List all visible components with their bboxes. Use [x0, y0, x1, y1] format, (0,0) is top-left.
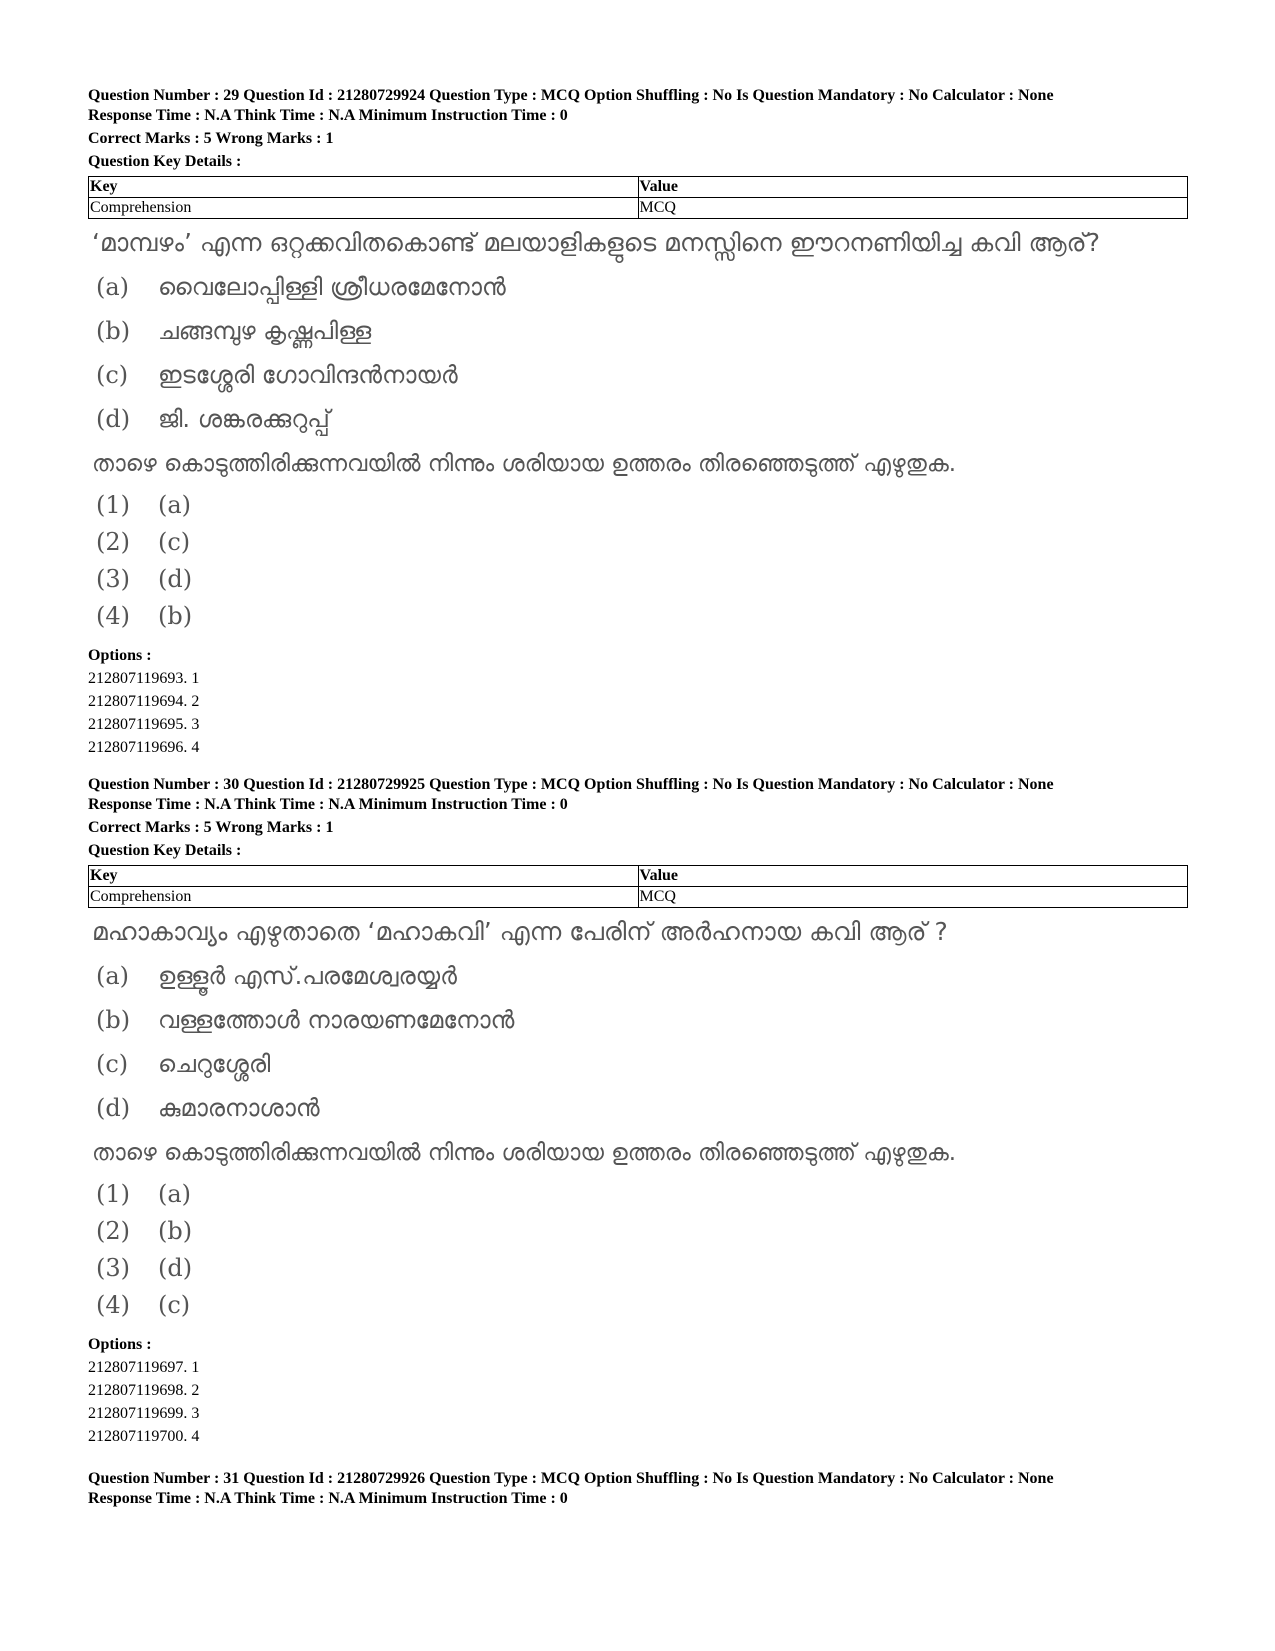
question-block-29 [88, 86, 1188, 759]
choice-d [96, 397, 1188, 441]
answer-map-row [96, 1213, 1188, 1250]
option-item: 212807119695. 3 [88, 716, 200, 733]
question-block-31 [88, 1469, 1188, 1509]
question-meta-line1: Question Number : 29 Question Id : 21280729924 Question Type : MCQ Option Shuffling : No Is Question Mandatory : No Calculator : None [88, 87, 1054, 104]
choice-b [96, 998, 1188, 1042]
option-item: 212807119698. 2 [88, 1382, 200, 1399]
choice-c [96, 1042, 1188, 1086]
value-header: Value [638, 177, 1188, 198]
answer-number: (3) [96, 565, 130, 593]
answer-map-row [96, 524, 1188, 561]
question-text: മഹാകാവ്യം എഴുതാതെ ‘മഹാകവി’ എന്ന പേരിന് അർഹനായ കവി ആര് ? [92, 917, 948, 946]
key-header: Key [89, 866, 639, 887]
question-key-details-label: Question Key Details : [88, 153, 242, 170]
key-table-row [89, 198, 1188, 219]
value-cell: MCQ [638, 887, 1188, 908]
answer-number: (2) [96, 1217, 130, 1245]
choice-label: (b) [96, 317, 131, 345]
answer-number: (2) [96, 528, 130, 556]
key-table-row [89, 887, 1188, 908]
options-label: Options : [88, 1336, 152, 1353]
choice-text: കുമാരനാശാൻ [158, 1094, 320, 1122]
choice-text: ചെറുശ്ശേരി [158, 1050, 271, 1078]
choice-text: വള്ളത്തോൾ നാരയണമേനോൻ [158, 1006, 515, 1034]
value-cell: MCQ [638, 198, 1188, 219]
question-text: ‘മാമ്പഴം’ എന്ന ഒറ്റക്കവിതകൊണ്ട് മലയാളികളുടെ മനസ്സിനെ ഈറനണിയിച്ച കവി ആര്? [92, 228, 1100, 257]
option-item: 212807119697. 1 [88, 1359, 200, 1376]
option-item: 212807119696. 4 [88, 739, 200, 756]
option-item: 212807119694. 2 [88, 693, 200, 710]
question-key-table [88, 865, 1188, 908]
answer-value: (c) [158, 528, 191, 556]
question-marks: Correct Marks : 5 Wrong Marks : 1 [88, 130, 334, 147]
answer-map-row [96, 561, 1188, 598]
answer-value: (b) [158, 602, 193, 630]
question-meta-line2: Response Time : N.A Think Time : N.A Minimum Instruction Time : 0 [88, 107, 568, 124]
question-block-30 [88, 775, 1188, 1448]
key-table-header-row [89, 866, 1188, 887]
question-meta-line1: Question Number : 30 Question Id : 21280729925 Question Type : MCQ Option Shuffling : No Is Question Mandatory : No Calculator : None [88, 776, 1054, 793]
choice-d [96, 1086, 1188, 1130]
answer-number: (4) [96, 1291, 130, 1319]
key-header: Key [89, 177, 639, 198]
option-item: 212807119693. 1 [88, 670, 200, 687]
choice-label: (c) [96, 1050, 129, 1078]
value-header: Value [638, 866, 1188, 887]
choice-text: ഇടശ്ശേരി ഗോവിന്ദൻനായർ [158, 361, 458, 389]
choice-label: (d) [96, 405, 131, 433]
answer-number: (1) [96, 491, 130, 519]
choice-text: ജി. ശങ്കരക്കുറുപ്പ് [158, 405, 330, 433]
choice-label: (a) [96, 273, 130, 301]
answer-map-row [96, 598, 1188, 635]
answer-value: (a) [158, 1180, 192, 1208]
choice-label: (a) [96, 962, 130, 990]
key-cell: Comprehension [89, 198, 639, 219]
answer-number: (4) [96, 602, 130, 630]
question-instruction: താഴെ കൊടുത്തിരിക്കുന്നവയിൽ നിന്നും ശരിയായ ഉത്തരം തിരഞ്ഞെടുത്ത് എഴുതുക. [92, 1140, 957, 1166]
answer-map-row [96, 1250, 1188, 1287]
choice-a [96, 265, 1188, 309]
options-label: Options : [88, 647, 152, 664]
option-item: 212807119699. 3 [88, 1405, 200, 1422]
question-key-table [88, 176, 1188, 219]
answer-number: (3) [96, 1254, 130, 1282]
question-marks: Correct Marks : 5 Wrong Marks : 1 [88, 819, 334, 836]
key-cell: Comprehension [89, 887, 639, 908]
choice-b [96, 309, 1188, 353]
answer-map-row [96, 487, 1188, 524]
question-key-details-label: Question Key Details : [88, 842, 242, 859]
choice-text: ചങ്ങമ്പുഴ കൃഷ്ണപിള്ള [158, 317, 372, 345]
key-table-header-row [89, 177, 1188, 198]
question-image [88, 221, 1188, 635]
answer-value: (d) [158, 1254, 193, 1282]
choice-a [96, 954, 1188, 998]
answer-value: (a) [158, 491, 192, 519]
question-meta-line2: Response Time : N.A Think Time : N.A Minimum Instruction Time : 0 [88, 1490, 568, 1507]
answer-map-row [96, 1287, 1188, 1324]
answer-value: (d) [158, 565, 193, 593]
answer-value: (c) [158, 1291, 191, 1319]
choice-label: (c) [96, 361, 129, 389]
answer-map-row [96, 1176, 1188, 1213]
answer-number: (1) [96, 1180, 130, 1208]
choice-label: (d) [96, 1094, 131, 1122]
question-image [88, 910, 1188, 1324]
choice-c [96, 353, 1188, 397]
choice-text: ഉള്ളൂർ എസ്.പരമേശ്വരയ്യർ [158, 962, 457, 990]
option-item: 212807119700. 4 [88, 1428, 200, 1445]
question-meta-line1: Question Number : 31 Question Id : 21280729926 Question Type : MCQ Option Shuffling : No Is Question Mandatory : No Calculator : None [88, 1470, 1054, 1487]
question-meta-line2: Response Time : N.A Think Time : N.A Minimum Instruction Time : 0 [88, 796, 568, 813]
answer-value: (b) [158, 1217, 193, 1245]
choice-label: (b) [96, 1006, 131, 1034]
question-instruction: താഴെ കൊടുത്തിരിക്കുന്നവയിൽ നിന്നും ശരിയായ ഉത്തരം തിരഞ്ഞെടുത്ത് എഴുതുക. [92, 451, 957, 477]
choice-text: വൈലോപ്പിള്ളി ശ്രീധരമേനോൻ [158, 273, 506, 301]
